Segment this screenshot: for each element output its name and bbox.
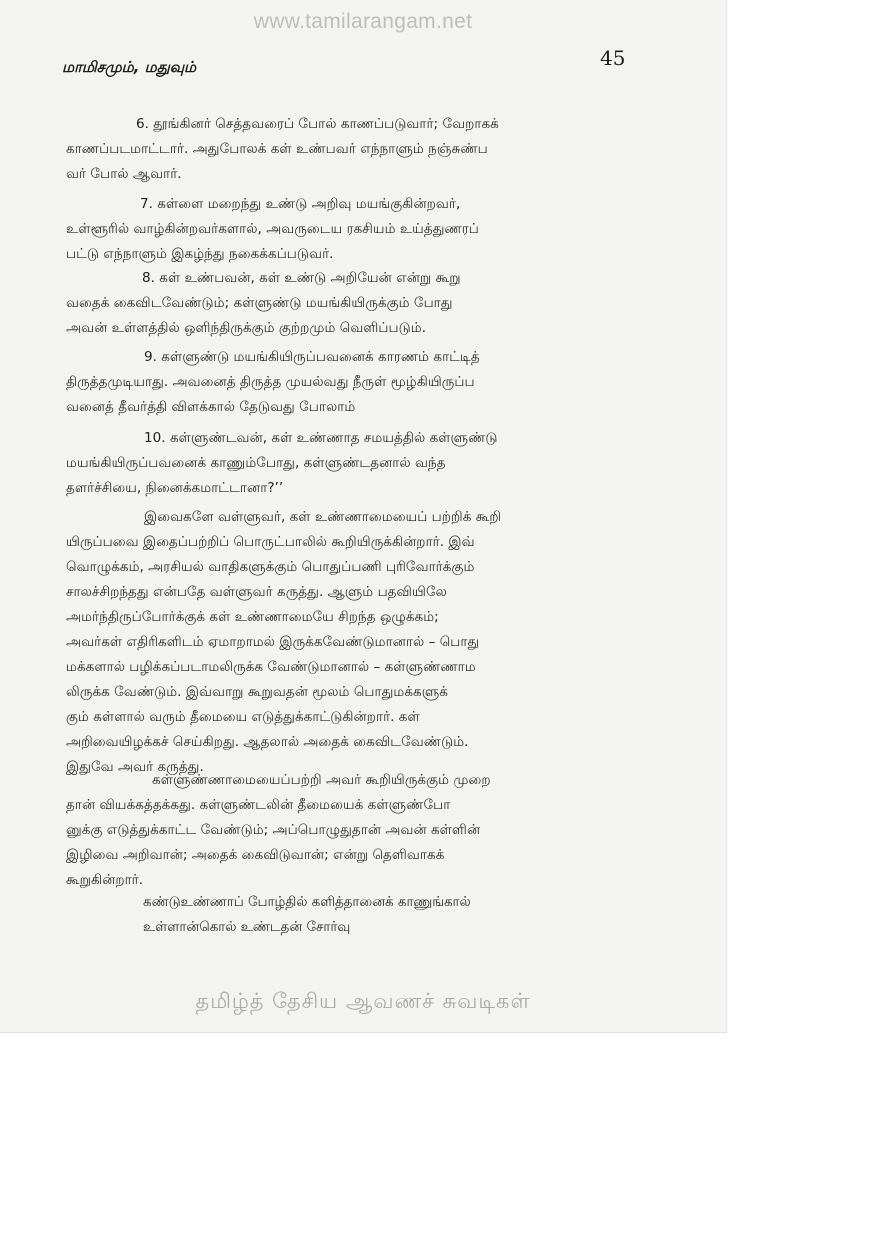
text-line: சாலச்சிறந்தது என்பதே வள்ளுவர் கருத்து. ஆளும் பதவியிலே xyxy=(66,584,447,600)
text-line: அறிவையிழக்கச் செய்கிறது. ஆதலால் அதைக் கைவிடவேண்டும். xyxy=(66,734,469,750)
text-line: 9. கள்ளுண்டு மயங்கியிருப்பவனைக் காரணம் காட்டித் xyxy=(144,349,480,365)
running-head: மாமிசமும், மதுவும் xyxy=(62,58,197,76)
paragraph-discussion xyxy=(66,505,501,780)
paragraph-method xyxy=(66,768,491,893)
text-line: திருத்தமுடியாது. அவனைத் திருத்த முயல்வது நீருள் மூழ்கியிருப்ப xyxy=(66,374,475,390)
text-line: வனைத் தீவர்த்தி விளக்கால் தேடுவது போலாம் xyxy=(66,399,356,415)
text-line: அவர்கள் எதிரிகளிடம் ஏமாறாமல் இருக்கவேண்டுமானால் – பொது xyxy=(66,634,480,650)
text-line: பட்டு எந்நாளும் இகழ்ந்து நகைக்கப்படுவர். xyxy=(66,246,334,262)
text-line: அவன் உள்ளத்தில் ஒளிந்திருக்கும் குற்றமும் வெளிப்படும். xyxy=(66,320,427,336)
website-watermark: www.tamilarangam.net xyxy=(253,10,473,33)
text-line: அமர்ந்திருப்போர்க்குக் கள் உண்ணாமையே சிறந்த ஒழுக்கம்; xyxy=(66,609,439,625)
text-line: கும் கள்ளால் வரும் தீமையை எடுத்துக்காட்டுகின்றார். கள் xyxy=(66,709,420,725)
text-line: இவைகளே வள்ளுவர், கள் உண்ணாமையைப் பற்றிக் கூறி xyxy=(144,509,502,525)
text-line: 10. கள்ளுண்டவன், கள் உண்ணாத சமயத்தில் கள்ளுண்டு xyxy=(144,430,498,446)
text-line: வொழுக்கம், அரசியல் வாதிகளுக்கும் பொதுப்பணி புரிவோர்க்கும் xyxy=(66,559,475,575)
text-line: 7. கள்ளை மறைந்து உண்டு அறிவு மயங்குகின்றவர், xyxy=(140,196,461,212)
text-line: லிருக்க வேண்டும். இவ்வாறு கூறுவதன் மூலம் பொதுமக்களுக் xyxy=(66,684,448,700)
paragraph-9 xyxy=(66,345,480,420)
kural-verse xyxy=(143,890,471,940)
page-number: 45 xyxy=(600,46,626,70)
text-line: மயங்கியிருப்பவனைக் காணும்போது, கள்ளுண்டதனால் வந்த xyxy=(66,455,446,471)
text-line: தான் வியக்கத்தக்கது. கள்ளுண்டலின் தீமையைக் கள்ளுண்போ xyxy=(66,797,451,813)
text-line: இழிவை அறிவான்; அதைக் கைவிடுவான்; என்று தெளிவாகக் xyxy=(66,847,445,863)
paragraph-6 xyxy=(66,112,499,187)
text-line: காணப்படமாட்டார். அதுபோலக் கள் உண்பவர் எந்நாளும் நஞ்சுண்ப xyxy=(66,141,488,157)
paragraph-8 xyxy=(66,266,461,341)
text-line: தளர்ச்சியை, நினைக்கமாட்டானா?’’ xyxy=(66,480,284,496)
text-line: கூறுகின்றார். xyxy=(66,872,144,888)
paragraph-10 xyxy=(66,426,498,501)
text-line: யிருப்பவை இதைப்பற்றிப் பொருட்பாலில் கூறியிருக்கின்றார். இவ் xyxy=(66,534,475,550)
verse-line: கண்டுஉண்ணாப் போழ்தில் களித்தானைக் காணுங்கால் xyxy=(143,895,471,910)
text-line: 6. தூங்கினர் செத்தவரைப் போல் காணப்படுவார்; வேறாகக் xyxy=(136,116,499,132)
text-line: இதுவே அவர் கருத்து. xyxy=(66,759,204,775)
text-line: னுக்கு எடுத்துக்காட்ட வேண்டும்; அப்பொழுதுதான் அவன் கள்ளின் xyxy=(66,822,481,838)
paragraph-7 xyxy=(66,192,479,267)
text-line: கள்ளுண்ணாமையைப்பற்றி அவர் கூறியிருக்கும் முறை xyxy=(152,772,491,788)
verse-line: உள்ளான்கொல் உண்டதன் சோர்வு xyxy=(143,920,351,935)
text-line: 8. கள் உண்பவன், கள் உண்டு அறியேன் என்று கூறு xyxy=(142,270,461,286)
text-line: வதைக் கைவிடவேண்டும்; கள்ளுண்டு மயங்கியிருக்கும் போது xyxy=(66,295,453,311)
text-line: உள்ளூரில் வாழ்கின்றவர்களால், அவருடைய ரகசியம் உய்த்துணரப் xyxy=(66,221,479,237)
text-line: வர் போல் ஆவார். xyxy=(66,166,182,182)
archive-watermark: தமிழ்த் தேசிய ஆவணச் சுவடிகள் xyxy=(195,989,531,1013)
text-line: மக்களால் பழிக்கப்படாமலிருக்க வேண்டுமானால் – கள்ளுண்ணாம xyxy=(66,659,476,675)
